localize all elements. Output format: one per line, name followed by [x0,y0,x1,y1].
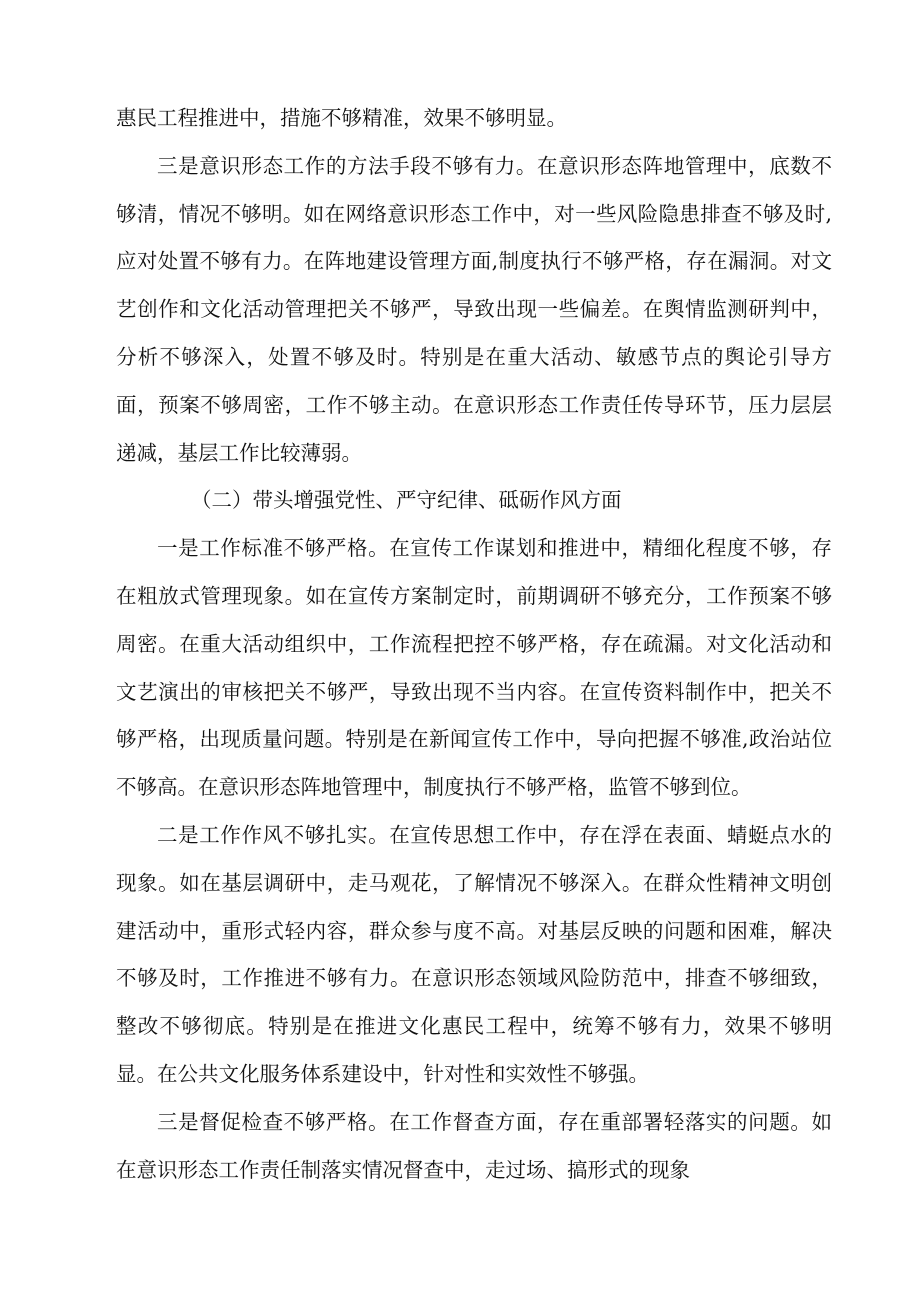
paragraph-continuation: 惠民工程推进中，措施不够精准，效果不够明显。 [116,106,567,130]
paragraph-method-means: 三是意识形态工作的方法手段不够有力。在意识形态阵地管理中，底数不够清，情况不够明。如在网络意识形态工作中，对一些风险隐患排查不够及时,应对处置不够有力。在阵地建设管理方面,制度执行不够严格，存在漏洞。对文艺创作和文化活动管理把关不够严，导致出现一些偏差。在舆情监测研判中，分析不够深入，处置不够及时。特别是在重大活动、敏感节点的舆论引导方面，预案不够周密，工作不够主动。在意识形态工作责任传导环节，压力层层递减，基层工作比较薄弱。 [116,153,832,465]
paragraph-work-standards: 一是工作标准不够严格。在宣传工作谋划和推进中，精细化程度不够，存在粗放式管理现象。如在宣传方案制定时，前期调研不够充分，工作预案不够周密。在重大活动组织中，工作流程把控不够严格，存在疏漏。对文化活动和文艺演出的审核把关不够严，导致出现不当内容。在宣传资料制作中，把关不够严格，出现质量问题。特别是在新闻宣传工作中，导向把握不够准,政治站位不够高。在意识形态阵地管理中，制度执行不够严格，监管不够到位。 [116,536,832,800]
paragraph-work-style: 二是工作作风不够扎实。在宣传思想工作中，存在浮在表面、蜻蜓点水的现象。如在基层调研中，走马观花，了解情况不够深入。在群众性精神文明创建活动中，重形式轻内容，群众参与度不高。对基层反映的问题和困难，解决不够及时，工作推进不够有力。在意识形态领域风险防范中，排查不够细致，整改不够彻底。特别是在推进文化惠民工程中，统筹不够有力，效果不够明显。在公共文化服务体系建设中，针对性和实效性不够强。 [116,822,832,1086]
section-heading: （二）带头增强党性、严守纪律、砥砺作风方面 [191,488,622,513]
document-page [116,95,832,1194]
paragraph-supervision: 三是督促检查不够严格。在工作督查方面，存在重部署轻落实的问题。如在意识形态工作责任制落实情况督查中，走过场、搞形式的现象 [116,1109,832,1182]
